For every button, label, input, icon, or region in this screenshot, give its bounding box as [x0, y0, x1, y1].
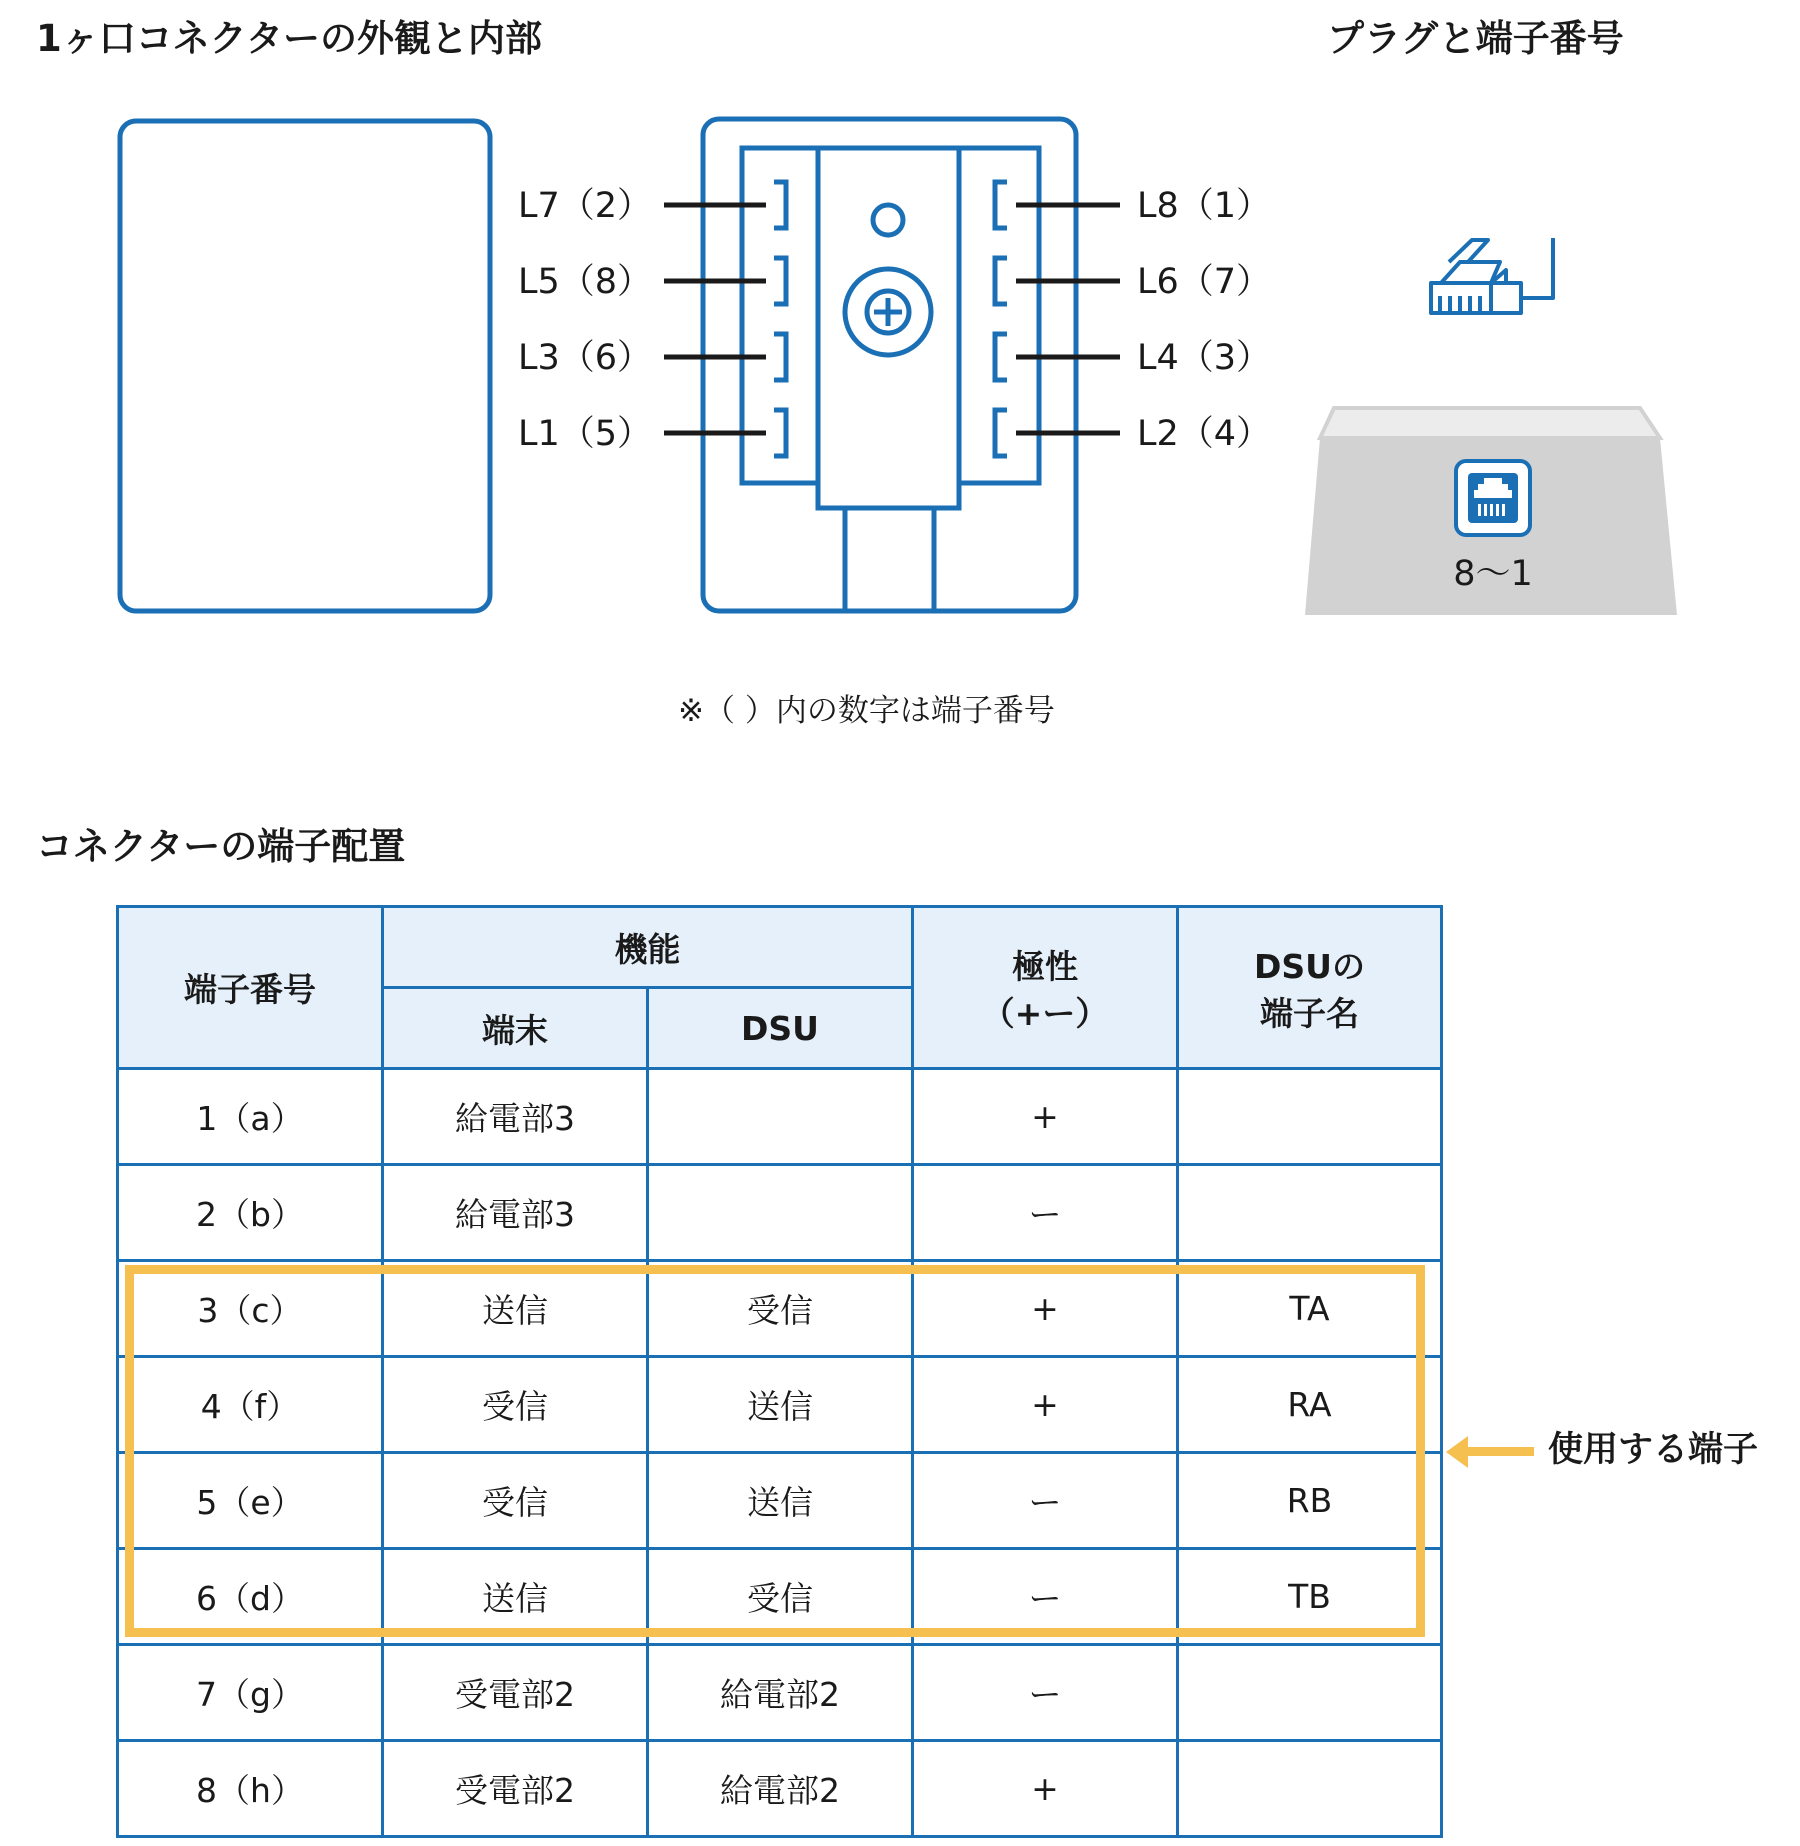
- cell-dsu: [648, 1069, 913, 1165]
- table-row: [118, 1357, 1442, 1453]
- header-polarity: [913, 907, 1178, 1069]
- cell-dsu-name: [1178, 1069, 1442, 1165]
- header-pin-number: 端子番号: [118, 907, 383, 1069]
- connector-interior: [703, 119, 1076, 611]
- cell-dsu: 給電部2: [648, 1741, 913, 1837]
- jack-pin-range: 8〜1: [1453, 554, 1533, 594]
- table-row: [118, 1165, 1442, 1261]
- cell-terminal: 送信: [383, 1261, 648, 1357]
- cell-dsu-name: [1178, 1741, 1442, 1837]
- cell-pin: 4（f）: [118, 1357, 383, 1453]
- cell-pin: 6（d）: [118, 1549, 383, 1645]
- cell-polarity: +: [913, 1261, 1178, 1357]
- pin-label-right: L6（7）: [1137, 262, 1272, 302]
- connector-exterior: [120, 121, 490, 611]
- left-arrow-icon: [1446, 1432, 1536, 1472]
- header-dsu-name-line2: 端子名: [1260, 993, 1359, 1033]
- cell-polarity: ー: [913, 1165, 1178, 1261]
- cell-dsu-name: [1178, 1165, 1442, 1261]
- connector-section-title: 1ヶ口コネクターの外観と内部: [36, 17, 543, 60]
- plug-icon: [1431, 238, 1553, 313]
- cell-dsu-name: TA: [1178, 1261, 1442, 1357]
- header-polarity-line2: （+ー）: [981, 993, 1109, 1033]
- used-pins-label: 使用する端子: [1548, 1430, 1759, 1470]
- right-clips: [995, 182, 1007, 456]
- pin-label-right: L8（1）: [1137, 186, 1272, 226]
- cell-terminal: 受信: [383, 1357, 648, 1453]
- cell-dsu-name: RA: [1178, 1357, 1442, 1453]
- cell-pin: 3（c）: [118, 1261, 383, 1357]
- cell-terminal: 受電部2: [383, 1645, 648, 1741]
- cell-polarity: ー: [913, 1645, 1178, 1741]
- cell-pin: 7（g）: [118, 1645, 383, 1741]
- table-row: [118, 1645, 1442, 1741]
- cell-dsu-name: TB: [1178, 1549, 1442, 1645]
- cell-polarity: +: [913, 1069, 1178, 1165]
- cell-dsu: 受信: [648, 1549, 913, 1645]
- header-dsu-terminal-name: [1178, 907, 1442, 1069]
- cell-dsu-name: [1178, 1645, 1442, 1741]
- cell-terminal: 送信: [383, 1549, 648, 1645]
- pin-number-note: ※（ ）内の数字は端子番号: [678, 693, 1055, 729]
- cell-terminal: 給電部3: [383, 1069, 648, 1165]
- plug-section-title: プラグと端子番号: [1327, 17, 1624, 60]
- cell-dsu: 送信: [648, 1357, 913, 1453]
- pin-label-right: L4（3）: [1137, 338, 1272, 378]
- pin-label-left: L5（8）: [517, 262, 652, 302]
- cell-terminal: 給電部3: [383, 1165, 648, 1261]
- table-row: [118, 1069, 1442, 1165]
- table-row: [118, 1261, 1442, 1357]
- table-row: [118, 1549, 1442, 1645]
- cell-polarity: +: [913, 1357, 1178, 1453]
- cell-polarity: +: [913, 1741, 1178, 1837]
- pin-label-left: L7（2）: [517, 186, 652, 226]
- cell-terminal: 受電部2: [383, 1741, 648, 1837]
- header-function: 機能: [383, 907, 913, 988]
- connector-diagram: [0, 0, 1800, 760]
- cell-polarity: ー: [913, 1549, 1178, 1645]
- cell-dsu: 給電部2: [648, 1645, 913, 1741]
- left-clips: [774, 182, 786, 456]
- cell-pin: 8（h）: [118, 1741, 383, 1837]
- table-row: [118, 1741, 1442, 1837]
- pin-label-left: L3（6）: [517, 338, 652, 378]
- cell-pin: 1（a）: [118, 1069, 383, 1165]
- table-section-title: コネクターの端子配置: [36, 825, 406, 868]
- cell-pin: 5（e）: [118, 1453, 383, 1549]
- pin-assignment-table: [116, 905, 1443, 1838]
- cell-terminal: 受信: [383, 1453, 648, 1549]
- modular-jack: [1305, 408, 1677, 615]
- cell-dsu: [648, 1165, 913, 1261]
- header-polarity-line1: 極性: [1012, 946, 1078, 986]
- cell-dsu: 受信: [648, 1261, 913, 1357]
- cell-dsu: 送信: [648, 1453, 913, 1549]
- header-dsu: DSU: [648, 988, 913, 1069]
- pin-label-left: L1（5）: [517, 414, 652, 454]
- cell-pin: 2（b）: [118, 1165, 383, 1261]
- pin-label-right: L2（4）: [1137, 414, 1272, 454]
- table-row: [118, 1453, 1442, 1549]
- header-terminal: 端末: [383, 988, 648, 1069]
- cell-dsu-name: RB: [1178, 1453, 1442, 1549]
- header-dsu-name-line1: DSUの: [1254, 946, 1365, 986]
- cell-polarity: ー: [913, 1453, 1178, 1549]
